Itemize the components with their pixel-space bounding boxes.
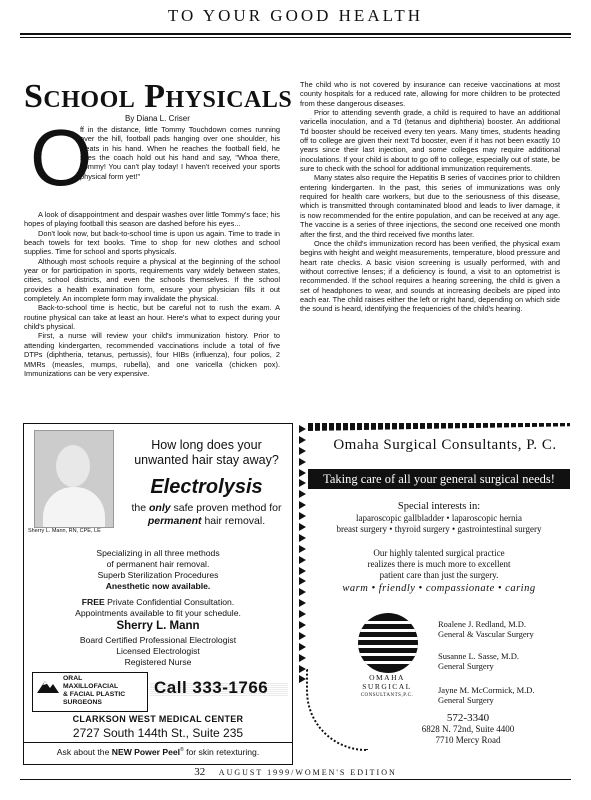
- address-line: 6828 N. 72nd, Suite 4400: [421, 724, 515, 734]
- photo-caption: Sherry L. Mann, RN, CPE, LE: [28, 528, 101, 534]
- paragraph: Prior to attending seventh grade, a child is required to have an additional varicella inoculation, and a Td (tetanus and diphtheria) booster. An additional Td booster should be received every ten years. Many times, students heading off to college are given their next Td booster, even if it has not been exactly 10 years since their last injection, and some colleges may require additional inoculations. If your child is about to go off to college, especially out of state, be sure to check with the school for additional immunization requirements.: [300, 108, 560, 174]
- page-footer: [0, 766, 591, 778]
- paragraph: Although most schools require a physical at the beginning of the school year or for participation in sports, requirements vary widely between states, cities, school districts, and even the schools themselves. If the school provides a health examination form, ensure your physician fills it out completely. An incomplete form may invalidate the physical.: [24, 256, 280, 304]
- paragraph: Back-to-school time is hectic, but be careful not to rush the exam. A routine physical can take at least an hour. Here's what to expect during your child's physical.: [24, 303, 280, 332]
- phone-number: Call 333-1766: [154, 678, 269, 697]
- electrologist-name: Sherry L. Mann: [116, 620, 200, 632]
- triangle-icon: [299, 447, 306, 455]
- tag-em: only: [149, 502, 171, 514]
- paragraph: Once the child's immunization record has been verified, the physical exam begins with height and weight measurements, temperature, blood pressure and heart rate checks. A basic vision screening is usually performed, with and without corrective lenses; if a deficiency is found, a visit to an optometrist is recommended. If the school requires a hearing screening, the child is given a set of headphones to wear, and sounds at increasing decibels are piped into each ear. The child raises either the left or right hand, depending on which side the sound is heard, identifying the frequencies of the child's hearing.: [300, 238, 560, 314]
- credential: Licensed Electrologist: [116, 646, 200, 656]
- foot-pre: Ask about the: [56, 747, 110, 757]
- dotted-border: [306, 669, 368, 751]
- interests-list: [308, 513, 570, 535]
- article-column-right: [300, 80, 560, 314]
- doctor-title: General Surgery: [438, 695, 494, 705]
- article-intro: [80, 125, 280, 181]
- doctor-entry: [438, 685, 535, 705]
- consultation-line: [24, 597, 292, 608]
- paragraph: Don't look now, but back-to-school time is upon us again. Time to trade in beach towels for text books. Time to shop for new clothes and school supplies. Time for school and sports physicals.: [24, 228, 280, 257]
- ad-footer: [24, 747, 292, 757]
- contact-block: [398, 713, 538, 746]
- ad-question: How long does your unwanted hair stay away?: [134, 438, 279, 467]
- spec-line: Superb Sterilization Procedures: [97, 570, 219, 580]
- logo-line: OMAHA: [369, 673, 405, 682]
- triangle-icon: [299, 599, 306, 607]
- doctor-title: General Surgery: [438, 661, 494, 671]
- triangle-icon: [299, 469, 306, 477]
- header-rule: [20, 33, 571, 35]
- triangle-icon: [299, 632, 306, 640]
- triangle-icon: [299, 479, 306, 487]
- motto: warm • friendly • compassionate • caring: [342, 583, 536, 594]
- electrolysis-ad: [23, 423, 293, 765]
- ad-top-border: [308, 423, 570, 431]
- triangle-icon: [299, 654, 306, 662]
- doctor-entry: [438, 651, 519, 671]
- header-rule-thin: [20, 37, 571, 38]
- blurb-line: realizes there is much more to excellent: [367, 559, 511, 569]
- tagline-banner: Taking care of all your general surgical needs!: [308, 469, 570, 489]
- omaha-surgical-ad: [298, 423, 570, 763]
- section-header: TO YOUR GOOD HEALTH: [167, 6, 424, 25]
- triangle-icon: [299, 436, 306, 444]
- triangle-icon: [299, 665, 306, 673]
- article-column-left: [24, 210, 280, 378]
- ad-headline: Electrolysis: [150, 476, 263, 498]
- logo-line: CONSULTANTS,P.C.: [360, 693, 414, 698]
- spec-line: Specializing in all three methods: [96, 548, 220, 558]
- triangle-icon: [299, 545, 306, 553]
- mountain-icon: [37, 679, 59, 693]
- paragraph: Many states also require the Hepatitis B series of vaccines prior to children entering kindergarten. In the past, this series of immunizations was only required for health care workers, but due to the seriousness of this disease, which is transmitted through contaminated blood and leads to liver damage, it is now recommended for the entire population, and can be received at any age. The vaccine is a series of three injections, the second one received one month after the first, and the third received five months later.: [300, 173, 560, 239]
- anesthetic-note: Anesthetic now available.: [105, 581, 211, 591]
- interests-line: laparoscopic gallbladder • laparoscopic hernia: [355, 513, 523, 523]
- triangle-icon: [299, 621, 306, 629]
- portrait-body: [43, 487, 105, 527]
- free-rest: Private Confidential Consultation.: [107, 597, 235, 607]
- triangle-icon: [299, 643, 306, 651]
- practice-phone: 572-3340: [446, 712, 490, 724]
- practice-blurb: [308, 548, 570, 581]
- doctor-name: Jayne M. McCormick, M.D.: [438, 685, 535, 695]
- spec-line: of permanent hair removal.: [106, 559, 210, 569]
- triangle-icon: [299, 675, 306, 683]
- drop-cap: O: [30, 113, 93, 202]
- triangle-icon: [299, 490, 306, 498]
- triangle-icon: [299, 556, 306, 564]
- tag-pre: the: [131, 502, 147, 514]
- logo-line: SURGEONS: [63, 699, 102, 706]
- ad-tagline: [124, 502, 289, 528]
- address-line: 7710 Mercy Road: [435, 735, 501, 745]
- byline: By Diana L. Criser: [125, 114, 190, 123]
- clinic-name: CLARKSON WEST MEDICAL CENTER: [72, 714, 244, 724]
- logo-line: SURGICAL: [362, 682, 412, 691]
- triangle-icon: [299, 425, 306, 433]
- blurb-line: patient care than just the surgery.: [379, 570, 499, 580]
- practice-name: Omaha Surgical Consultants, P. C.: [333, 437, 557, 453]
- credential: Board Certified Professional Electrologist: [79, 635, 237, 645]
- triangle-icon: [299, 501, 306, 509]
- doctor-name: Susanne L. Sasse, M.D.: [438, 651, 519, 661]
- interests-line: breast surgery • thyroid surgery • gastrointestinal surgery: [336, 524, 542, 534]
- intro-paragraph: ff in the distance, little Tommy Touchdown comes running over the hill, football pads hanging over one shoulder, his cleats in his hand. When he reaches the football field, he sees the coach hold out his hand and say, "Whoa there, Tommy! You can't play today! I haven't received your sports physical form yet!": [80, 125, 280, 181]
- footer-rule: [20, 779, 571, 780]
- triangle-icon: [299, 610, 306, 618]
- doctor-name: Roalene J. Redland, M.D.: [438, 619, 527, 629]
- surgeons-logo: [32, 672, 148, 712]
- doctor-entry: [438, 619, 534, 639]
- tag-post: hair removal.: [204, 515, 266, 527]
- paragraph: A look of disappointment and despair washes over little Tommy's face; his hopes of playing football this season are dashed before his eyes...: [24, 210, 280, 229]
- tag-mid: safe proven method for: [173, 502, 282, 514]
- logo-line: MAXILLOFACIAL: [63, 683, 119, 690]
- free-label: FREE: [81, 597, 105, 607]
- article-title: School Physicals: [24, 78, 293, 115]
- logo-line: ORAL: [63, 675, 83, 682]
- foot-post: for skin retexturing.: [186, 747, 260, 757]
- paragraph: The child who is not covered by insurance can receive vaccinations at most county hospitals for a reduced rate, allowing for more children to be protected from these dangerous diseases.: [300, 80, 560, 108]
- interests-heading: Special interests in:: [397, 501, 481, 512]
- ad-divider: [24, 742, 292, 743]
- blurb-line: Our highly talented surgical practice: [373, 548, 505, 558]
- omaha-logo-icon: [358, 613, 418, 673]
- logo-line: & FACIAL PLASTIC: [63, 691, 126, 698]
- triangle-icon: [299, 523, 306, 531]
- triangle-icon: [299, 577, 306, 585]
- doctor-title: General & Vascular Surgery: [438, 629, 534, 639]
- paragraph: First, a nurse will review your child's immunization history. Prior to attending kindergarten, recommended vaccinations include a total of five DTPs (diphtheria, tetanus, pertussis), four HIBs (influenza), four polios, 2 MMRs (measles, mumps, rubella), and one varicella (chicken pox). Immunizations can be very expensive.: [24, 331, 280, 378]
- foot-em: NEW Power Peel: [111, 747, 181, 757]
- triangle-icon: [299, 458, 306, 466]
- portrait-photo: [34, 430, 114, 528]
- credential: Registered Nurse: [124, 657, 192, 667]
- appointments-line: Appointments available to fit your schedule.: [75, 608, 241, 618]
- issue-label: AUGUST 1999/WOMEN'S EDITION: [218, 768, 397, 777]
- clinic-address: 2727 South 144th St., Suite 235: [72, 726, 244, 740]
- triangle-icon: [299, 534, 306, 542]
- page-number: 32: [194, 766, 206, 778]
- triangle-icon: [299, 567, 306, 575]
- triangle-icon: [299, 588, 306, 596]
- registered-mark: ®: [180, 747, 184, 754]
- portrait-face: [56, 445, 90, 487]
- triangle-icon: [299, 512, 306, 520]
- tag-em2: permanent: [147, 515, 202, 527]
- surgeons-logo-text: [63, 675, 125, 707]
